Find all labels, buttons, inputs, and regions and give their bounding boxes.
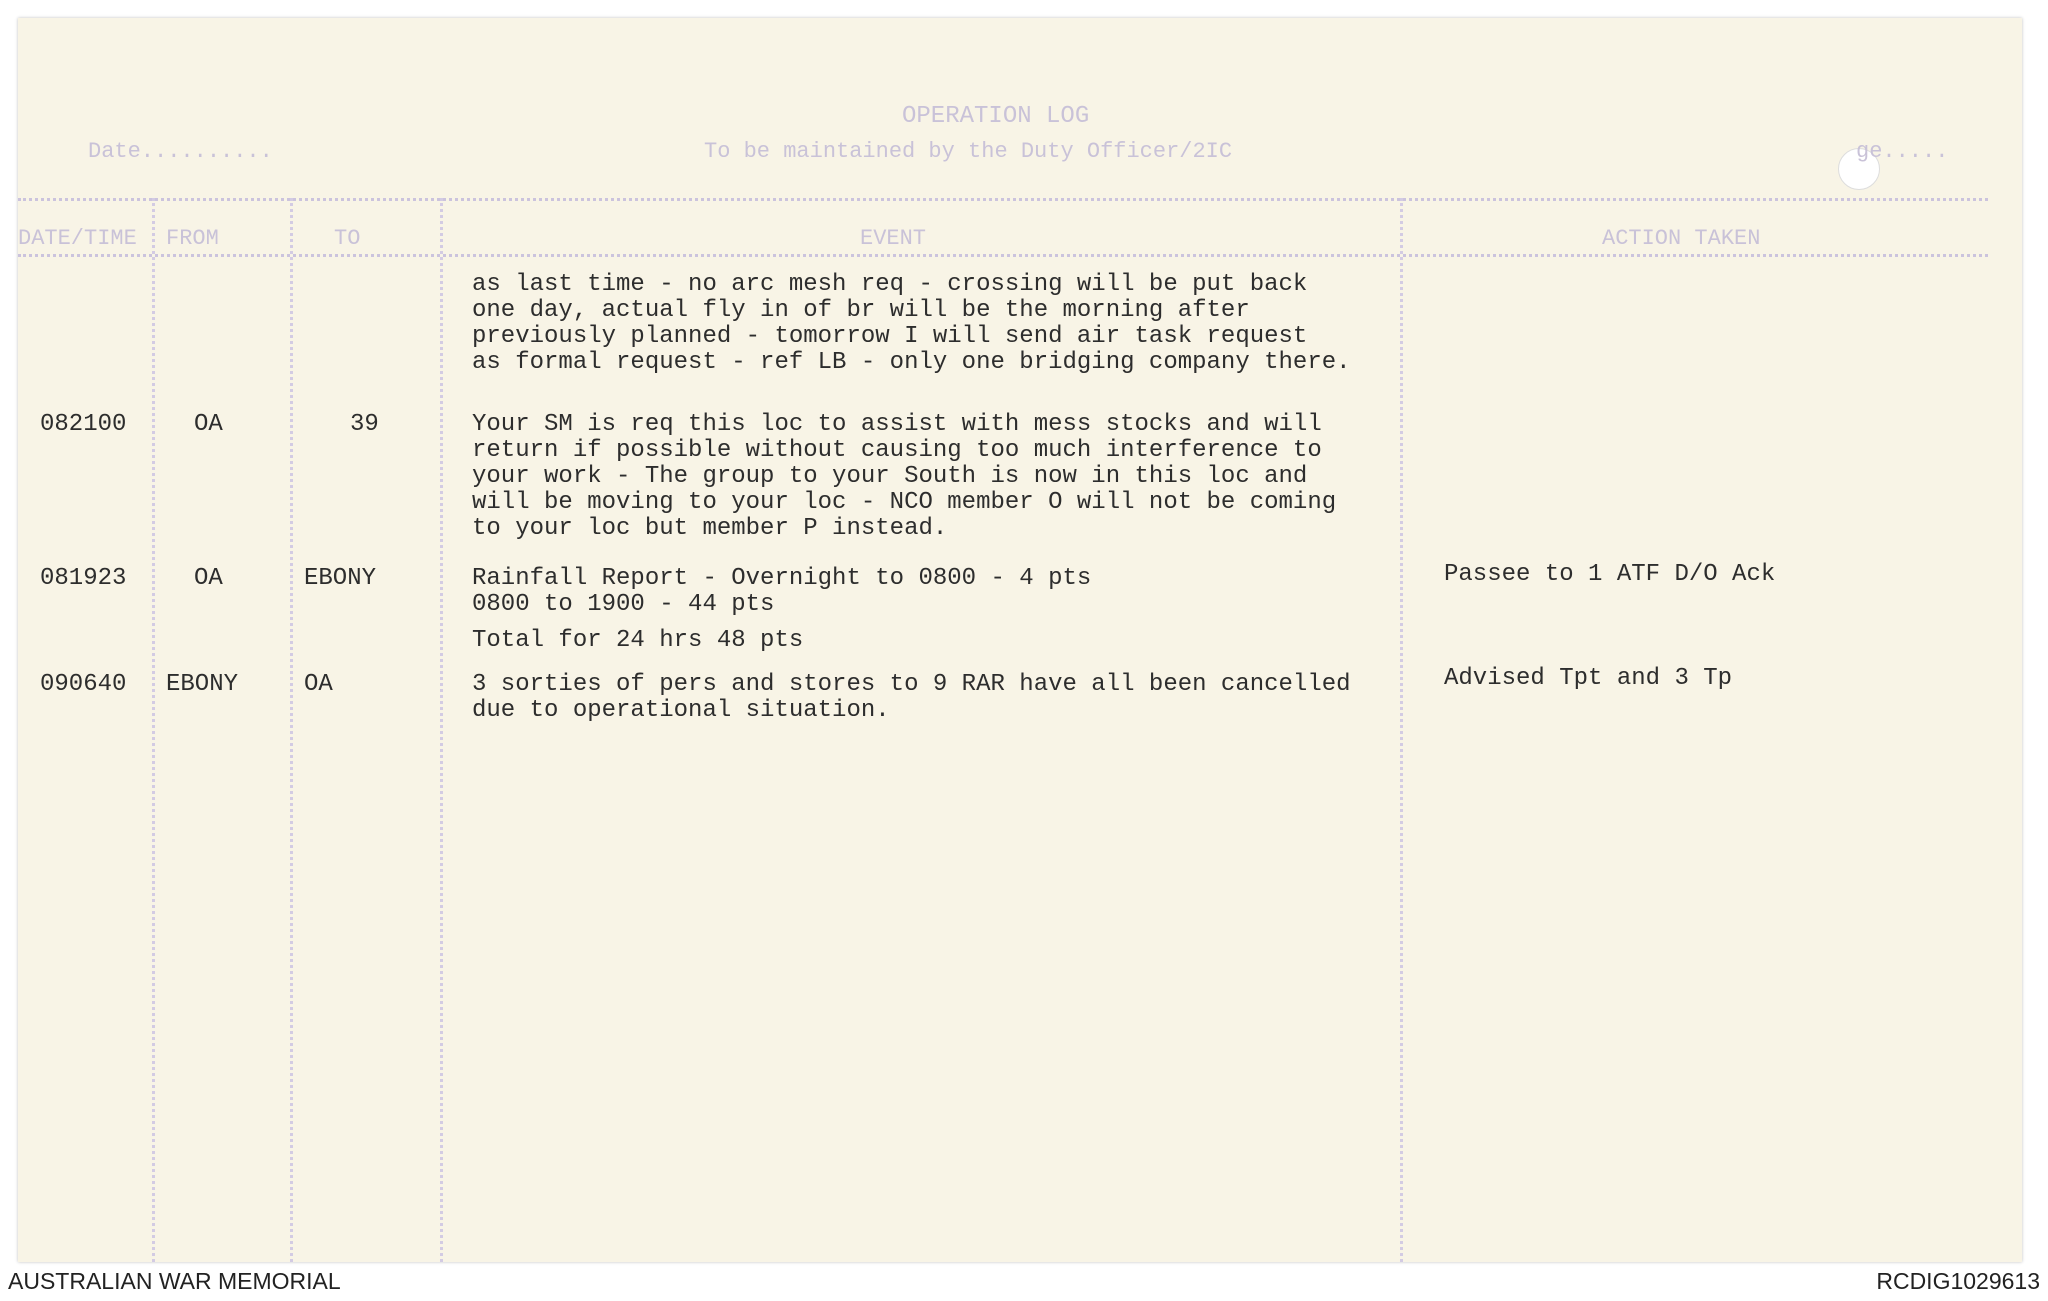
column-divider-to: [290, 198, 293, 1262]
column-divider-action: [1400, 198, 1403, 1262]
event-line: Rainfall Report - Overnight to 0800 - 4 pts: [472, 565, 1092, 592]
column-header-event: EVENT: [860, 226, 927, 251]
header-rule-bottom: [18, 254, 1988, 257]
event-line: as last time - no arc mesh req - crossing will be put back: [472, 271, 1308, 298]
column-divider-event: [440, 198, 443, 1262]
entry-to: 39: [350, 411, 379, 438]
column-header-from: FROM: [166, 226, 219, 251]
column-divider-from: [152, 198, 155, 1262]
header-rule-top: [18, 198, 1988, 201]
event-line: your work - The group to your South is now in this loc and: [472, 463, 1308, 490]
entry-time: 081923: [40, 565, 127, 592]
event-line: due to operational situation.: [472, 697, 890, 724]
column-header-to: TO: [334, 226, 361, 251]
event-line: one day, actual fly in of br will be the morning after: [472, 297, 1250, 324]
event-line: Your SM is req this loc to assist with mess stocks and will: [472, 411, 1322, 438]
form-title: OPERATION LOG: [902, 103, 1090, 130]
event-line: will be moving to your loc - NCO member O will not be coming: [472, 489, 1337, 516]
entry-from: OA: [194, 565, 223, 592]
event-line: to your loc but member P instead.: [472, 515, 948, 542]
column-header-action: ACTION TAKEN: [1602, 226, 1761, 251]
entry-time: 090640: [40, 671, 127, 698]
entry-from: EBONY: [166, 671, 239, 698]
event-line: previously planned - tomorrow I will send air task request: [472, 323, 1308, 350]
event-line: 3 sorties of pers and stores to 9 RAR have all been cancelled: [472, 671, 1351, 698]
entry-to: EBONY: [304, 565, 377, 592]
event-line: return if possible without causing too much interference to: [472, 437, 1322, 464]
page-label: ge.....: [1856, 139, 1949, 164]
event-line: Total for 24 hrs 48 pts: [472, 627, 804, 654]
entry-from: OA: [194, 411, 223, 438]
form-subtitle: To be maintained by the Duty Officer/2IC: [704, 139, 1233, 164]
event-line: as formal request - ref LB - only one bridging company there.: [472, 349, 1351, 376]
footer-archive-name: AUSTRALIAN WAR MEMORIAL: [8, 1268, 341, 1294]
entry-to: OA: [304, 671, 333, 698]
entry-time: 082100: [40, 411, 127, 438]
column-header-datetime: DATE/TIME: [18, 226, 137, 251]
event-line: 0800 to 1900 - 44 pts: [472, 591, 775, 618]
date-label: Date..........: [88, 139, 273, 164]
footer-item-id: RCDIG1029613: [1876, 1268, 2040, 1294]
entry-action: Advised Tpt and 3 Tp: [1444, 665, 1733, 692]
entry-action: Passee to 1 ATF D/O Ack: [1444, 561, 1776, 588]
document-sheet: [18, 18, 2022, 1262]
